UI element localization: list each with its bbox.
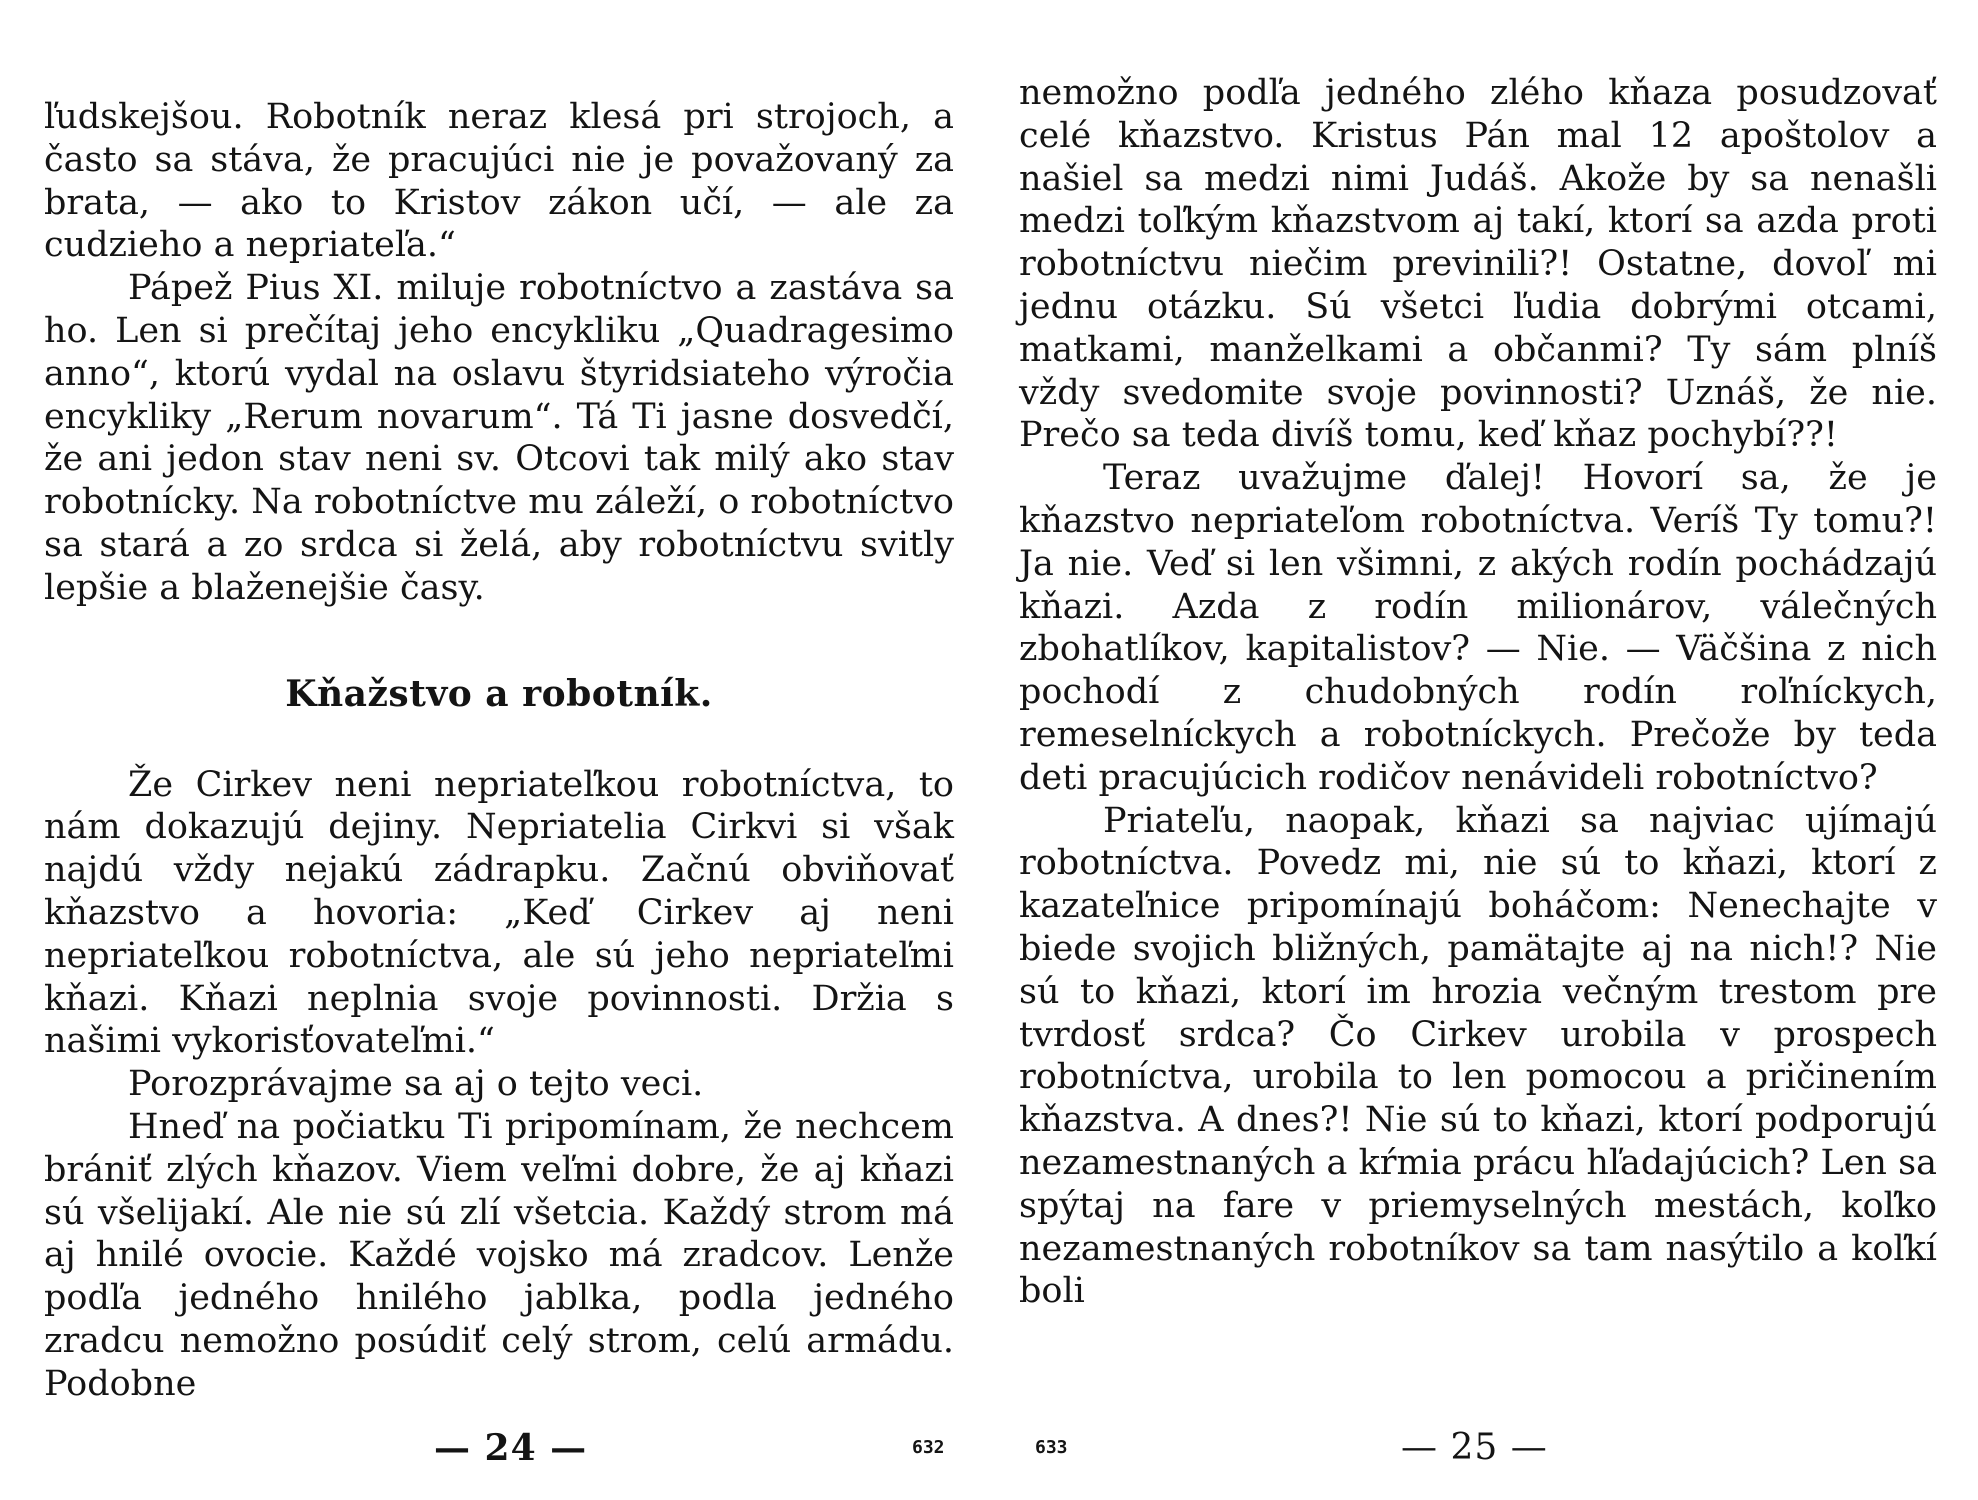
paragraph: Porozprávajme sa aj o tejto veci. bbox=[128, 1064, 704, 1105]
paragraph: Že Cirkev neni nepriateľkou robotníctva, to nám dokazujú dejiny. Nepriatelia Cirkvi si však najdú vždy nejakú zádrapku. Začnú obviňovať kňazstvo a hovoria: „Keď Cirkev aj neni nepriateľkou robotníctva, ale sú jeho nepriateľmi kňazi. Kňazi neplnia svoje povinnosti. Držia s našimi vykorisťovateľmi.“ bbox=[44, 764, 954, 1062]
right-page bbox=[989, 0, 1978, 1500]
paragraph: nemožno podľa jedného zlého kňaza posudzovať celé kňazstvo. Kristus Pán mal 12 apoštolov a našiel sa medzi nimi Judáš. Akože by sa nenašli medzi toľkým kňazstvom aj takí, ktorí sa azda proti robotníctvu niečim previnili?! Ostatne, dovoľ mi jednu otázku. Sú všetci ľudia dobrými otcami, matkami, manželkami a občanmi? Ty sám plníš vždy svedomite svoje povinnosti? Uznáš, že nie. Prečo sa teda divíš tomu, keď kňaz pochybí??! bbox=[1019, 73, 1937, 456]
paragraph: Priateľu, naopak, kňazi sa najviac ujímajú robotníctva. Povedz mi, nie sú to kňazi, ktorí z kazateľnice pripomínajú boháčom: Nenechajte v biede svojich bližných, pamätajte aj na nich!? Nie sú to kňazi, ktorí im hrozia večným trestom pre tvrdosť srdca? Čo Cirkev urobila v prospech robotníctva, urobila to len pomocou a pričinením kňazstva. A dnes?! Nie sú to kňazi, ktorí podporujú nezamestnaných a kŕmia prácu hľadajúcich? Len sa spýtaj na fare v priemyselných mestách, koľko nezamestnaných robotníkov sa tam nasýtilo a koľkí boli bbox=[1019, 800, 1937, 1312]
paragraph: Pápež Pius XI. miluje robotníctvo a zastáva sa ho. Len si prečítaj jeho encykliku „Quadragesimo anno“, ktorú vydal na oslavu štyridsiateho výročia encykliky „Rerum novarum“. Tá Ti jasne dosvedčí, že ani jedon stav neni sv. Otcovi tak milý ako stav robotnícky. Na robotníctve mu záleží, o robotníctvo sa stará a zo srdca si želá, aby robotníctvu svitly lepšie a blaženejšie časy. bbox=[44, 268, 954, 608]
page-number: — 25 — bbox=[1401, 1427, 1548, 1468]
left-text-column bbox=[44, 96, 954, 1406]
page-number: — 24 — bbox=[434, 1427, 588, 1469]
paragraph: Teraz uvažujme ďalej! Hovorí sa, že je kňazstvo nepriateľom robotníctva. Veríš Ty tomu?! Ja nie. Veď si len všimni, z akých rodín pochádzajú kňazi. Azda z rodín milionárov, válečných zbohatlíkov, kapitalistov? — Nie. — Väčšina z nich pochodí z chudobných rodín roľníckych, remeselníckych a robotníckych. Prečože by teda deti pracujúcich rodičov nenávideli robotníctvo? bbox=[1019, 458, 1937, 798]
archive-stamp-number: 633 bbox=[1035, 1437, 1068, 1458]
paragraph: Hneď na počiatku Ti pripomínam, že nechcem brániť zlých kňazov. Viem veľmi dobre, že aj kňazi sú všelijakí. Ale nie sú zlí všetcia. Každý strom má aj hnilé ovocie. Každé vojsko má zradcov. Lenže podľa jedného hnilého jablka, podla jedného zradcu nemožno posúdiť celý strom, celú armádu. Podobne bbox=[44, 1106, 954, 1404]
section-heading: Kňažstvo a robotník. bbox=[285, 672, 713, 715]
paragraph: ľudskejšou. Robotník neraz klesá pri strojoch, a často sa stáva, že pracujúci nie je považovaný za brata, — ako to Kristov zákon učí, — ale za cudzieho a nepriateľa.“ bbox=[44, 97, 954, 266]
archive-stamp-number: 632 bbox=[912, 1437, 945, 1458]
right-text-column bbox=[1019, 72, 1937, 1313]
